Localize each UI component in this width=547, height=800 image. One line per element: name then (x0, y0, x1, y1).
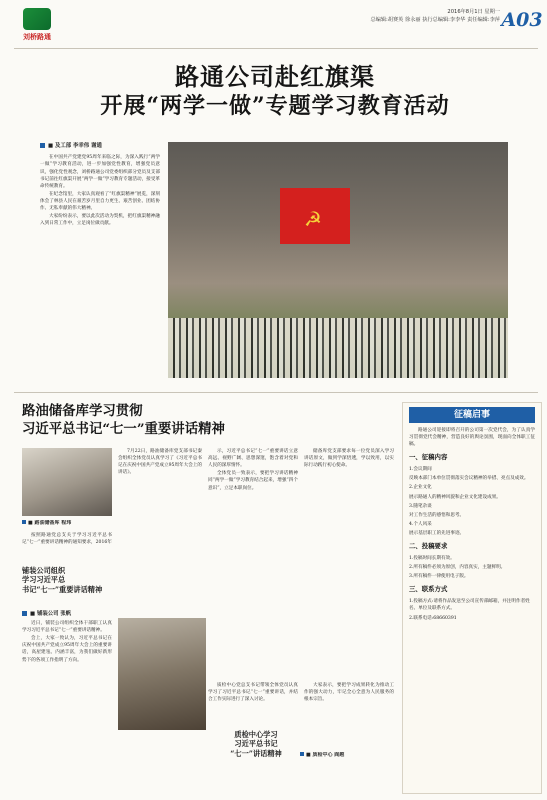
bullet-square-icon (300, 752, 304, 756)
sidebar-list-item: 3.随笔杂谈 (409, 503, 432, 509)
sidebar-list-item: 反映本部门本单位贯彻落实会议精神的举措、亮点及成效。 (409, 476, 529, 482)
sidebar-list-item: 2.所有稿件必须为原创，内容真实，主题鲜明。 (409, 565, 506, 571)
sidebar-body (409, 427, 535, 791)
sidebar-section-title: 一、征稿内容 (409, 453, 448, 462)
article2-photo (22, 448, 112, 516)
header-info (320, 8, 500, 32)
article1-paragraph: 在中国共产党建党95周年来临之际，为深入践行“两学一做”学习教育活动，进一步加强党性教育，增强党员意识，强化党性观念，刘桥路通公司党委组织部分党员及支部书记前往红旗渠开展“两学一做”学习教育专题活动，接受革命传统教育。 (40, 155, 160, 189)
sidebar-title: 征稿启事 (409, 407, 535, 423)
article2-column3 (304, 448, 394, 678)
article4-title-line2: 习近平总书记 (234, 739, 278, 749)
logo-emblem-icon (23, 8, 51, 30)
logo-text: 刘桥路通 (23, 33, 51, 41)
bullet-square-icon (22, 520, 26, 524)
article3-title-line2: 学习习近平总 (22, 575, 66, 585)
party-flag-icon: ☭ (280, 188, 350, 244)
article4-title-line3: “七一”讲话精神 (230, 748, 282, 758)
article4-body-part2 (304, 682, 394, 792)
sidebar-list-item: 1.投稿时间长期有效。 (409, 556, 455, 562)
article4-paragraph: 大家表示，要把学习成果转化为推动工作的强大动力，牢记全心全意为人民服务的根本宗旨。 (304, 683, 394, 703)
header-divider (14, 48, 538, 49)
article3-byline: ■ 铺装公司 张帆 (22, 610, 112, 618)
article2-paragraph: 7月22日，路油储备库党支部书记秦会组织全体党员认真学习了《习近平总书记在庆祝中国共产党成立95周年大会上的讲话》。 (118, 449, 202, 476)
page-code: A03 (501, 9, 543, 31)
article2-paragraph: 示，习近平总书记“七一”重要讲话立意高远、视野广阔、思想深邃，饱含着对党和人民的深厚情怀。 (208, 449, 298, 469)
sidebar-list-item: 2.企业文化 (409, 485, 432, 491)
article3-paragraph: 会上，大家一致认为，习近平总书记在庆祝中国共产党成立95周年大会上的重要讲话，高屋建瓴、内涵丰富，为我们做好新形势下的各项工作指明了方向。 (22, 636, 112, 663)
article2-paragraph: 储备库党支部要求每一位党员深入学习讲话原文，做到学深悟透，学以致用，以实际行动践行初心使命。 (304, 449, 394, 469)
article4-title-line1: 质检中心学习 (234, 730, 278, 739)
article1-paragraph: 大家纷纷表示，要以此次活动为契机，把红旗渠精神融入到日常工作中，立足岗位做贡献。 (40, 214, 160, 227)
bullet-square-icon (22, 611, 27, 616)
article1-body (40, 142, 160, 362)
article2-title-line2: 习近平总书记“七一”重要讲话精神 (22, 421, 225, 438)
sidebar-intro: 路通公司迎接即将召开的公司第一次党代会，为了认真学习贯彻党代会精神，营造良好的舆论氛围，现面向全体职工征稿。 (409, 428, 535, 448)
article1-title-line1: 路通公司赴红旗渠 (175, 62, 375, 91)
article4-headline (206, 730, 306, 772)
sidebar-section-title: 二、投稿要求 (409, 542, 448, 551)
article3-title-line3: 书记“七一”重要讲话精神 (22, 584, 103, 594)
article3-title-line1: 铺装公司组织 (22, 566, 66, 575)
sidebar-list-item: 展示基层职工的先进事迹。 (409, 531, 465, 537)
article3-headline (22, 566, 112, 608)
sidebar-list-item: 2.联系电话:68660391 (409, 615, 457, 621)
article4-paragraph: 质检中心党总支书记带领全体党员认真学习了习近平总书记“七一”重要讲话，并结合工作实际进行了深入讨论。 (208, 683, 298, 703)
sidebar-list-item: 对工作生活的感悟和思考。 (409, 512, 465, 518)
article1-title-line2: 开展“两学一做”专题学习教育活动 (100, 93, 450, 119)
article2-column2 (208, 448, 298, 678)
article3-body (22, 620, 112, 796)
staff-credits: 总编辑:胡赛英 徐永丽 执行总编辑:李李华 责任编辑:李萍 (370, 17, 500, 24)
call-for-papers-box (402, 402, 542, 794)
article2-headline (22, 402, 402, 440)
article4-photo (118, 618, 206, 730)
section-divider (14, 392, 538, 393)
article2-photo-caption: ■ 路油储备库 程玮 (22, 520, 112, 528)
article2-paragraph: 全体党员一致表示，要把学习讲话精神同“两学一做”学习教育结合起来，增强“四个意识”，立足本职岗位。 (208, 471, 298, 491)
issue-date: 2016年8月1日 星期一 (447, 9, 500, 15)
sidebar-list-item: 1.投稿方式:请将作品发送至公司宣传部邮箱，并注明作者姓名、单位及联系方式。 (409, 599, 530, 612)
article2-lead: 按照路通党总支关于学习习近平总书记“七一”重要讲话精神的通知要求，2016年 (22, 533, 112, 546)
article1-group-photo (168, 142, 508, 378)
sidebar-list-item: 3.所有稿件一律使用电子版。 (409, 574, 469, 580)
bullet-square-icon (40, 143, 45, 148)
article1-headline (40, 62, 510, 132)
photo-crowd (168, 318, 508, 378)
article1-paragraph: 在纪念馆里，大家认真观看了“红旗渠精神”展览，深刻体会了林县人民在艰苦岁月里自力更生、艰苦创业、团结协作、无私奉献的伟大精神。 (40, 191, 160, 212)
article2-title-line1: 路油储备库学习贯彻 (22, 403, 143, 419)
sidebar-section-title: 三、联系方式 (409, 585, 448, 594)
newspaper-logo (14, 8, 60, 46)
article3-paragraph: 近日，铺装公司组织全体干部职工认真学习习近平总书记“七一”重要讲话精神。 (22, 621, 112, 634)
article4-body-part1 (208, 682, 298, 726)
article1-byline: ■ 及工部 李幸伟 谢通 (40, 142, 160, 150)
sidebar-list-item: 1.会议期间 (409, 467, 432, 473)
article4-byline: ■ 质检中心 阎越 (300, 752, 360, 760)
sidebar-list-item: 4.个人风采 (409, 521, 432, 527)
sidebar-list-item: 展示路通人的精神风貌和企业文化建设成果。 (409, 494, 501, 500)
